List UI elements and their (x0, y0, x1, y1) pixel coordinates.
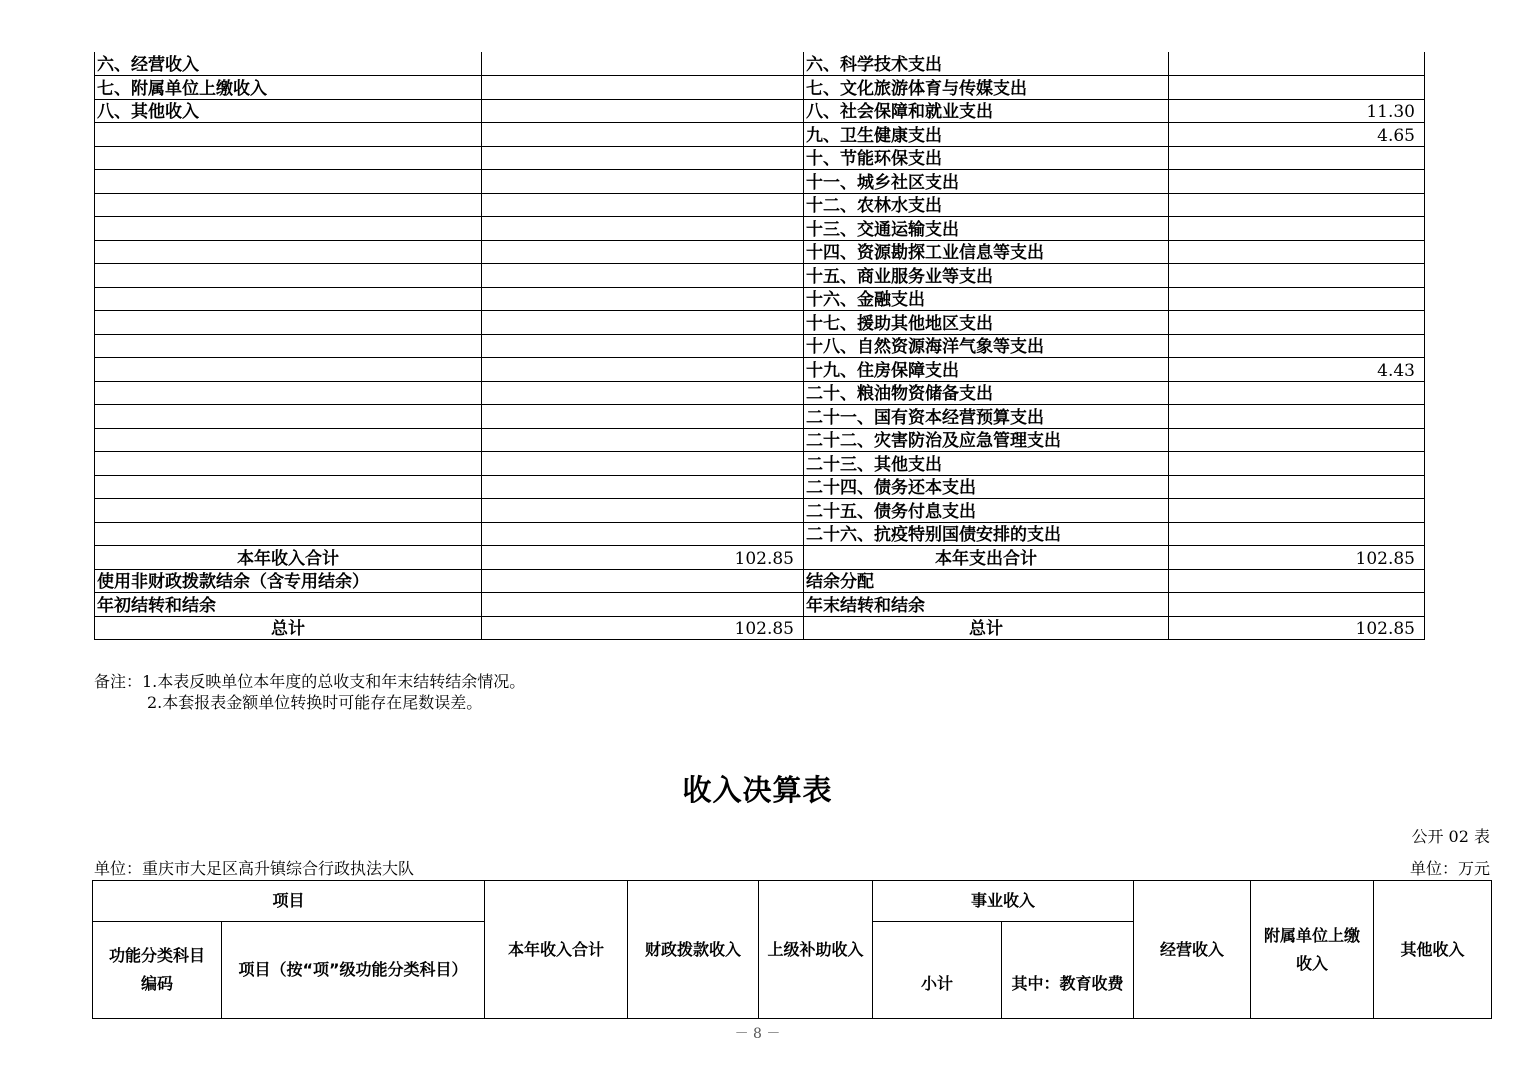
header-business-income: 事业收入 (873, 881, 1134, 922)
income-item-value (482, 170, 804, 194)
header-project-name: 项目（按“项”级功能分类科目） (222, 922, 485, 1019)
income-item-label (95, 240, 482, 264)
income-item-label (95, 311, 482, 335)
annual-total-row (95, 546, 1425, 570)
income-item-label (95, 193, 482, 217)
expense-item-label: 二十二、灾害防治及应急管理支出 (804, 428, 1169, 452)
annual-total-income-value: 102.85 (482, 546, 804, 570)
expense-item-label: 二十六、抗疫特别国债安排的支出 (804, 522, 1169, 546)
income-item-label (95, 522, 482, 546)
income-item-value (482, 311, 804, 335)
expense-item-value (1169, 146, 1425, 170)
non-fiscal-balance-row (95, 569, 1425, 593)
header-func-code-line1: 功能分类科目 (108, 946, 205, 965)
table-row (95, 475, 1425, 499)
table-row (95, 52, 1425, 76)
expense-item-value (1169, 193, 1425, 217)
non-fiscal-balance-income-label: 使用非财政拨款结余（含专用结余） (95, 569, 482, 593)
header-fiscal-income: 财政拨款收入 (628, 881, 759, 1019)
income-item-value (482, 428, 804, 452)
table-row (95, 499, 1425, 523)
expense-item-label: 十九、住房保障支出 (804, 358, 1169, 382)
grand-total-income-value: 102.85 (482, 616, 804, 640)
income-item-label (95, 428, 482, 452)
annual-total-income-label: 本年收入合计 (95, 546, 482, 570)
expense-item-label: 十七、援助其他地区支出 (804, 311, 1169, 335)
header-func-code-line2: 编码 (140, 974, 173, 993)
income-item-value (482, 217, 804, 241)
expense-item-label: 十、节能环保支出 (804, 146, 1169, 170)
income-item-label (95, 217, 482, 241)
income-item-label (95, 499, 482, 523)
income-item-value (482, 52, 804, 76)
table-row (95, 405, 1425, 429)
header-operating-income: 经营收入 (1134, 881, 1251, 1019)
income-table-title: 收入决算表 (682, 773, 833, 807)
table-row (95, 123, 1425, 147)
expense-item-label: 七、文化旅游体育与传媒支出 (804, 76, 1169, 100)
income-item-value (482, 264, 804, 288)
expense-item-value: 4.65 (1169, 123, 1425, 147)
header-superior-subsidy: 上级补助收入 (759, 881, 873, 1019)
income-item-value (482, 381, 804, 405)
header-affiliated-line2: 收入 (1296, 953, 1329, 973)
income-item-label (95, 405, 482, 429)
grand-total-expense-label: 总计 (804, 616, 1169, 640)
expense-item-label: 二十三、其他支出 (804, 452, 1169, 476)
income-item-value (482, 287, 804, 311)
table-row (95, 452, 1425, 476)
table-row (95, 334, 1425, 358)
income-item-label (95, 452, 482, 476)
header-other-income: 其他收入 (1374, 881, 1492, 1019)
balance-carryover-income-value (482, 593, 804, 617)
expense-item-value (1169, 452, 1425, 476)
header-subtotal: 小计 (873, 922, 1002, 1019)
income-item-label (95, 146, 482, 170)
header-affiliated-income (1251, 881, 1374, 1019)
expense-item-value: 11.30 (1169, 99, 1425, 123)
income-item-value (482, 334, 804, 358)
expense-item-label: 十八、自然资源海洋气象等支出 (804, 334, 1169, 358)
expense-item-label: 十四、资源勘探工业信息等支出 (804, 240, 1169, 264)
balance-carryover-expense-value (1169, 593, 1425, 617)
expense-item-label: 二十五、债务付息支出 (804, 499, 1169, 523)
expense-item-value (1169, 217, 1425, 241)
table-row (95, 193, 1425, 217)
expense-item-value (1169, 499, 1425, 523)
table-row (95, 170, 1425, 194)
header-education-fee: 其中：教育收费 (1002, 922, 1134, 1019)
expense-item-label: 十六、金融支出 (804, 287, 1169, 311)
header-func-code (93, 922, 222, 1019)
table-row (95, 217, 1425, 241)
expense-item-value (1169, 522, 1425, 546)
balance-carryover-income-label: 年初结转和结余 (95, 593, 482, 617)
income-item-value (482, 499, 804, 523)
income-item-value (482, 358, 804, 382)
table-row (95, 99, 1425, 123)
income-item-value (482, 123, 804, 147)
expense-item-value (1169, 475, 1425, 499)
income-item-value (482, 193, 804, 217)
expense-item-value (1169, 334, 1425, 358)
expense-item-label: 十一、城乡社区支出 (804, 170, 1169, 194)
expense-item-label: 九、卫生健康支出 (804, 123, 1169, 147)
annual-total-expense-label: 本年支出合计 (804, 546, 1169, 570)
income-item-value (482, 522, 804, 546)
table-row (95, 264, 1425, 288)
expense-item-label: 十三、交通运输支出 (804, 217, 1169, 241)
expense-item-value (1169, 170, 1425, 194)
expense-item-label: 六、科学技术支出 (804, 52, 1169, 76)
table-row (95, 311, 1425, 335)
non-fiscal-balance-expense-value (1169, 569, 1425, 593)
balance-carryover-expense-label: 年末结转和结余 (804, 593, 1169, 617)
income-item-label (95, 334, 482, 358)
expense-item-label: 二十一、国有资本经营预算支出 (804, 405, 1169, 429)
currency-unit: 单位：万元 (1409, 859, 1490, 878)
expense-item-value (1169, 76, 1425, 100)
table-row (95, 287, 1425, 311)
income-item-label (95, 123, 482, 147)
header-total-income: 本年收入合计 (485, 881, 628, 1019)
expense-item-value (1169, 381, 1425, 405)
income-item-value (482, 452, 804, 476)
income-item-value (482, 475, 804, 499)
expense-item-label: 十二、农林水支出 (804, 193, 1169, 217)
expense-item-value (1169, 405, 1425, 429)
income-item-label (95, 381, 482, 405)
income-item-value (482, 240, 804, 264)
income-item-label (95, 358, 482, 382)
page-number: － 8 － (734, 1026, 781, 1042)
form-code: 公开 02 表 (1411, 827, 1490, 846)
income-item-label: 七、附属单位上缴收入 (95, 76, 482, 100)
non-fiscal-balance-expense-label: 结余分配 (804, 569, 1169, 593)
expense-item-label: 二十四、债务还本支出 (804, 475, 1169, 499)
header-project: 项目 (93, 881, 485, 922)
grand-total-row (95, 616, 1425, 640)
expense-item-value (1169, 264, 1425, 288)
table-row (95, 358, 1425, 382)
income-item-label (95, 170, 482, 194)
income-item-label (95, 475, 482, 499)
annual-total-expense-value: 102.85 (1169, 546, 1425, 570)
income-statement-header-table (92, 880, 1492, 1019)
note-line-1: 备注：1.本表反映单位本年度的总收支和年末结转结余情况。 (94, 672, 526, 691)
non-fiscal-balance-income-value (482, 569, 804, 593)
table-row (95, 76, 1425, 100)
income-item-value (482, 99, 804, 123)
table-row (95, 381, 1425, 405)
income-item-value (482, 146, 804, 170)
expense-item-value (1169, 52, 1425, 76)
reporting-unit: 单位：重庆市大足区高升镇综合行政执法大队 (94, 859, 415, 878)
grand-total-expense-value: 102.85 (1169, 616, 1425, 640)
expense-item-label: 十五、商业服务业等支出 (804, 264, 1169, 288)
income-expense-summary-table (94, 52, 1425, 640)
expense-item-label: 二十、粮油物资储备支出 (804, 381, 1169, 405)
table-row (95, 146, 1425, 170)
income-item-value (482, 405, 804, 429)
table-row (95, 240, 1425, 264)
expense-item-value (1169, 311, 1425, 335)
table-row (95, 522, 1425, 546)
expense-item-value: 4.43 (1169, 358, 1425, 382)
table-row (95, 428, 1425, 452)
income-item-label (95, 264, 482, 288)
expense-item-label: 八、社会保障和就业支出 (804, 99, 1169, 123)
expense-item-value (1169, 428, 1425, 452)
income-item-value (482, 76, 804, 100)
header-affiliated-line1: 附属单位上缴 (1264, 925, 1361, 945)
income-item-label: 八、其他收入 (95, 99, 482, 123)
grand-total-income-label: 总计 (95, 616, 482, 640)
balance-carryover-row (95, 593, 1425, 617)
expense-item-value (1169, 287, 1425, 311)
expense-item-value (1169, 240, 1425, 264)
income-item-label (95, 287, 482, 311)
note-line-2: 2.本套报表金额单位转换时可能存在尾数误差。 (147, 693, 483, 712)
income-item-label: 六、经营收入 (95, 52, 482, 76)
